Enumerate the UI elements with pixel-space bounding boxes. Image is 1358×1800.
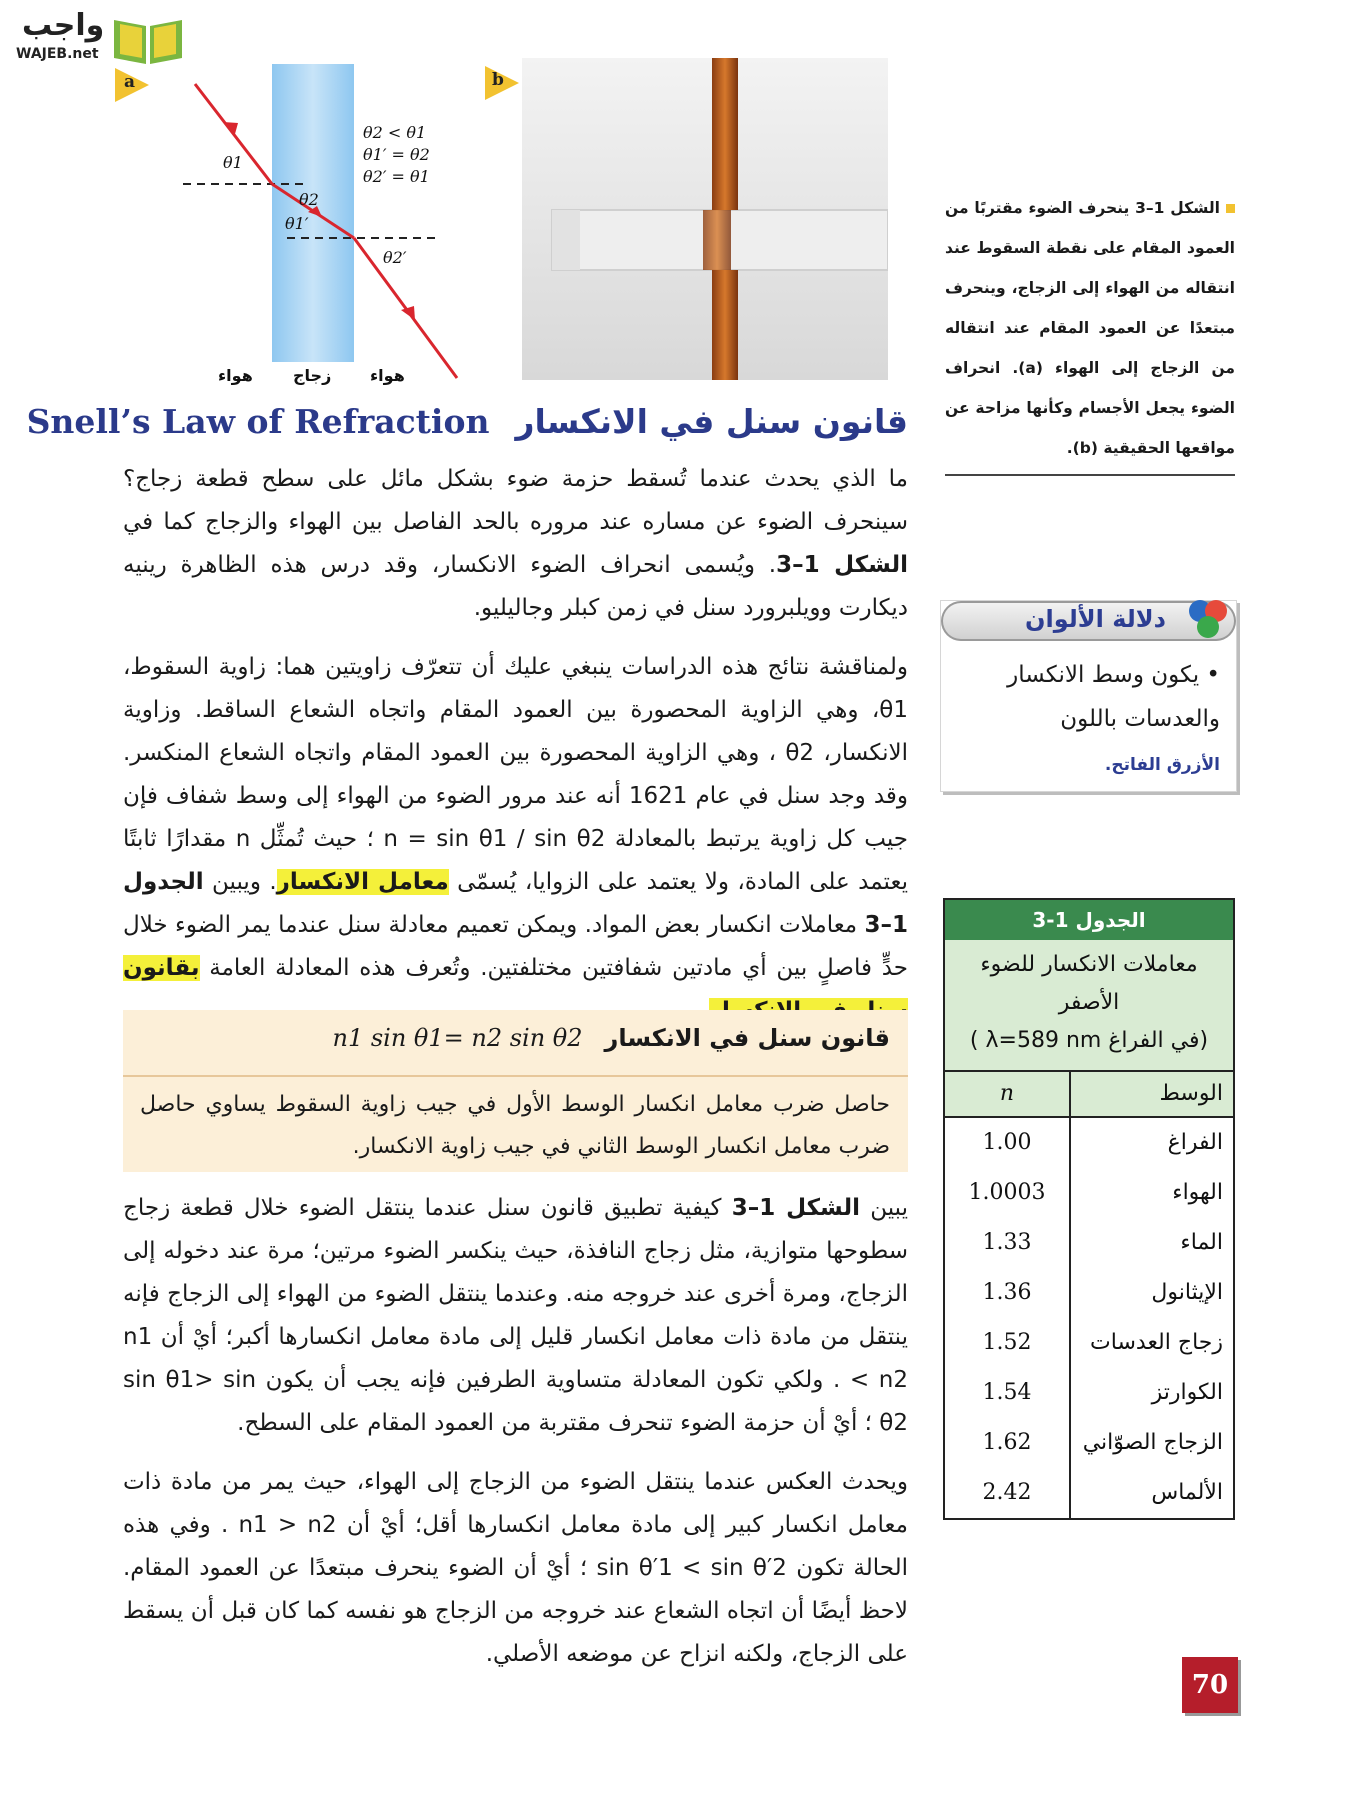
logo-arabic: واجب [22,8,105,43]
section-title-en: Snell’s Law of Refraction [26,402,490,441]
para3-text-2: كيفية تطبيق قانون سنل عندما ينتقل الضوء خلال قطعة زجاج سطوحها متوازية، مثل زجاج النافذة، حيث ينكسر الضوء مرتين؛ مرة عند دخوله إلى الزجاج، ومرة أخرى عند خروجه منه. وعندما ينتقل الضوء من الهواء إلى الزجاج فإنه ينتقل من مادة ذات معامل انكسار قليل إلى مادة معامل انكسارها أكبر؛ أيْ أن n1 < n2 . ولكي تكون المعادلة متساوية الطرفين فإنه يجب أن يكون sin θ1> sin θ2 ؛ أيْ أن حزمة الضوء تنحرف مقتربة من العمود المقام على السطح. [123,1195,908,1436]
table-subtitle-1: معاملات الانكسار للضوء الأصفر [980,952,1198,1015]
term-refractive-index: معامل الانكسار [276,869,449,895]
table-row [945,1318,1233,1368]
row-n: 1.52 [982,1330,1032,1355]
row-n: 1.00 [982,1130,1032,1155]
col-header-medium: الوسط [1069,1072,1233,1116]
color-box-title: دلالة الألوان [1025,605,1166,633]
row-medium: الماء [1069,1218,1233,1268]
row-n: 1.0003 [968,1180,1046,1205]
para2-table-ref: الجدول 1–3 [123,869,908,938]
color-dots-icon [1186,597,1230,643]
page-number: 70 [1182,1657,1238,1713]
book-icon [110,10,186,66]
equation-title-line [140,1024,890,1052]
relation-2: θ1′ = θ2 [363,145,430,164]
figure-a-refraction-diagram [115,60,460,385]
table-column-headers [945,1072,1233,1118]
para1-text-1: ما الذي يحدث عندما تُسقط حزمة ضوء بشكل مائل على سطح قطعة زجاج؟ سينحرف الضوء عن مساره عند مروره بالحد الفاصل بين الهواء والزجاج كما في [123,466,908,535]
figure-b-photo [480,58,888,380]
row-medium: الزجاج الصوّاني [1069,1418,1233,1468]
section-title [26,402,908,441]
equation-formula: n1 sin θ1= n2 sin θ2 [332,1024,583,1052]
table-heading: الجدول 1-3 [945,900,1233,940]
figure-a-label: a [124,72,136,92]
table-row [945,1118,1233,1168]
caption-bullet [1226,204,1235,213]
row-medium: الفراغ [1069,1118,1233,1168]
caption-text: ينحرف الضوء مقتربًا من العمود المقام على نقطة السقوط عند انتقاله من الهواء إلى الزجاج، وينحرف مبتعدًا عن العمود المقام عند انتقاله من الزجاج إلى الهواء (a). انحراف الضوء يجعل الأجسام وكأنها مزاحة عن مواقعها الحقيقية (b). [945,199,1235,457]
para2-text-2: . ويبين [203,869,277,895]
para2-text-3: معاملات انكسار بعض المواد. ويمكن تعميم معادلة سنل عندما يمر الضوء خلال حدٍّ فاصلٍ بين أي مادتين شفافتين مختلفتين. وتُعرف هذه المعادلة العامة [123,912,908,981]
para2-text-1: ولمناقشة نتائج هذه الدراسات ينبغي عليك أن تتعرّف زاويتين هما: زاوية السقوط، θ1، وهي الزاوية المحصورة بين العمود المقام واتجاه الشعاع الساقط. وزاوية الانكسار، θ2 ، وهي الزاوية المحصورة بين العمود المقام واتجاه الشعاع المنكسر. وقد وجد سنل في عام 1621 أنه عند مرور الضوء من الهواء إلى وسط شفاف فإن جيب كل زاوية يرتبط بالمعادلة n = sin θ1 / sin θ2 ؛ حيث تُمثِّل n مقدارًا ثابتًا يعتمد على المادة، ولا يعتمد على الزوايا، يُسمّى [123,654,909,895]
rod-in-glass-photo [522,58,888,380]
medium-label-air-right: هواء [218,366,253,385]
table-row [945,1168,1233,1218]
angle-relations [363,122,430,188]
angle-theta2-prime: θ2′ [383,248,407,267]
para3-text-1: يبين [859,1195,908,1221]
color-box-body [960,653,1220,787]
row-n: 2.42 [982,1480,1032,1505]
medium-label-air-left: هواء [370,366,405,385]
color-box-header [941,601,1236,641]
relation-3: θ2′ = θ1 [363,167,430,186]
table-subtitle [945,940,1233,1072]
table-row [945,1418,1233,1468]
logo-latin: WAJEB.net [16,46,99,62]
table-row [945,1468,1233,1518]
angle-theta1-prime: θ1′ [285,214,309,233]
caption-lead: الشكل 1–3 [1135,199,1220,217]
row-n: 1.54 [982,1380,1032,1405]
angle-theta1: θ1 [223,153,243,172]
color-box-bullet: • [1199,662,1220,688]
row-medium: الألماس [1069,1468,1233,1518]
para3-figure-ref: الشكل 1–3 [731,1195,860,1221]
figure-caption [945,188,1235,476]
section-title-ar: قانون سنل في الانكسار [515,402,908,441]
row-medium: الإيثانول [1069,1268,1233,1318]
equation-description: حاصل ضرب معامل انكسار الوسط الأول في جيب زاوية السقوط يساوي حاصل ضرب معامل انكسار الوسط الثاني في جيب زاوية الانكسار. [140,1092,890,1159]
color-meaning-box [940,600,1237,792]
angle-theta2: θ2 [299,190,319,209]
row-medium: زجاج العدسات [1069,1318,1233,1368]
relation-1: θ2 < θ1 [363,123,427,142]
col-header-n: n [999,1081,1015,1106]
table-subtitle-2: (في الفراغ λ=589 nm ) [969,1028,1209,1053]
paragraph-4 [123,1461,908,1676]
term-snells-law: بقانون [123,955,908,1024]
figure-b-label: b [492,70,504,90]
snells-law-equation-box [123,1010,908,1172]
table-row [945,1268,1233,1318]
paragraph-1 [123,458,908,630]
para1-figure-ref: الشكل 1–3 [776,552,908,578]
paragraph-2 [123,646,908,1033]
equation-title: قانون سنل في الانكسار [604,1024,890,1052]
medium-label-glass: زجاج [293,366,332,385]
table-row [945,1368,1233,1418]
row-n: 1.36 [982,1280,1032,1305]
paragraph-3 [123,1187,908,1445]
row-medium: الهواء [1069,1168,1233,1218]
color-box-highlight: الأزرق الفاتح. [1104,755,1220,775]
para4-text: ويحدث العكس عندما ينتقل الضوء من الزجاج إلى الهواء، حيث يمر من مادة ذات معامل انكسار كبير إلى مادة معامل انكسارها أقل؛ أيْ أن n1 > n2 . وفي هذه الحالة تكون sin θ′1 < sin θ′2 ؛ أيْ أن الضوء ينحرف مبتعدًا عن العمود المقام. لاحظ أيضًا أن اتجاه الشعاع عند خروجه من الزجاج هو نفسه كما كان قبل أن يسقط على الزجاج، ولكنه انزاح عن موضعه الأصلي. [123,1469,909,1667]
row-n: 1.33 [982,1230,1032,1255]
equation-divider [123,1075,908,1077]
row-n: 1.62 [982,1430,1032,1455]
table-row [945,1218,1233,1268]
color-box-text: يكون وسط الانكسار والعدسات باللون [1007,662,1220,732]
row-medium: الكوارتز [1069,1368,1233,1418]
refractive-index-table [943,898,1235,1520]
para1-text-2: . ويُسمى انحراف الضوء الانكسار، وقد درس هذه الظاهرة رينيه ديكارت وويلبرورد سنل في زمن كبلر وجاليليو. [123,552,908,621]
wajeb-logo [10,8,190,66]
